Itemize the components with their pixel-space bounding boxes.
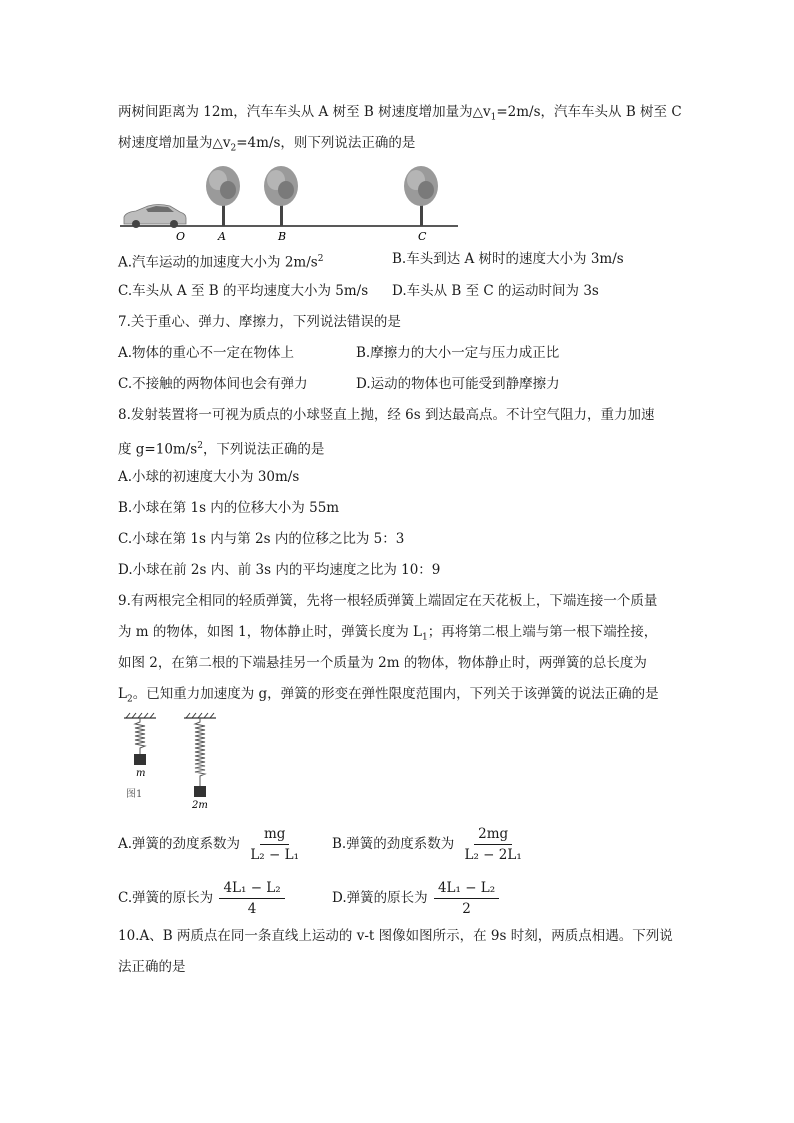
q9-stem-line3: 如图 2，在第二根的下端悬挂另一个质量为 2m 的物体，物体静止时，两弹簧的总长度为: [118, 655, 647, 671]
q8-option-a: A.小球的初速度大小为 30m/s: [118, 469, 300, 485]
q9-stem-text2: 为 m 的物体，如图 1，物体静止时，弹簧长度为 L: [118, 624, 423, 640]
q6-stem-text2b: =4m/s，则下列说法正确的是: [236, 135, 416, 151]
q6-stem-text1: 两树间距离为 12m，汽车车头从 A 树至 B 树速度增加量为△v: [118, 104, 491, 120]
q6-stem-text1b: =2m/s，汽车车头从 B 树至 C: [496, 104, 682, 120]
figure-1-caption: 图1: [126, 789, 143, 800]
q9-option-d-numerator: 4L₁ − L₂: [434, 880, 499, 899]
q6-option-b: B.车头到达 A 树时的速度大小为 3m/s: [392, 251, 624, 267]
q9-stem-line4: [118, 684, 659, 710]
spring-2-icon: [195, 718, 205, 786]
q9-option-a: [118, 826, 303, 863]
q9-option-b-fraction: [461, 826, 526, 863]
q9-stem-text2b: ；再将第二根上端与第一根下端拴接，: [427, 624, 658, 640]
q6-option-a-text: A.汽车运动的加速度大小为 2m/s: [118, 254, 318, 271]
mass-2-label: 2m: [192, 800, 208, 811]
label-b: B: [278, 230, 287, 243]
q7-option-a: A.物体的重心不一定在物体上: [118, 345, 295, 361]
q10-stem-line2: 法正确的是: [118, 959, 186, 975]
tree-c-icon: [404, 166, 438, 226]
q7-option-c: C.不接触的两物体间也会有弹力: [118, 376, 308, 392]
q9-stem-text4: L: [118, 686, 127, 702]
q9-option-b: [332, 826, 526, 863]
q8-option-c: C.小球在第 1s 内与第 2s 内的位移之比为 5：3: [118, 531, 405, 547]
q6-stem-line2: [118, 133, 415, 159]
q6-option-a: [118, 249, 323, 273]
q9-option-a-numerator: mg: [260, 826, 289, 845]
q6-stem-text2: 树速度增加量为△v: [118, 135, 231, 151]
q8-stem-line1: 8.发射装置将一可视为质点的小球竖直上抛，经 6s 到达最高点。不计空气阻力，重力加速: [118, 407, 655, 423]
spring-1-icon: [135, 718, 145, 754]
q10-stem-line1: 10.A、B 两质点在同一条直线上运动的 v-t 图像如图所示，在 9s 时刻，两质点相遇。下列说: [118, 928, 673, 944]
q8-stem-text2: 度 g=10m/s: [118, 441, 198, 458]
mass-1-label: m: [136, 768, 146, 779]
q9-option-a-text: A.弹簧的劲度系数为: [118, 836, 241, 852]
mass-2-block: [194, 786, 206, 797]
tree-b-icon: [264, 166, 298, 226]
q8-sup: 2: [197, 441, 203, 451]
ceiling-1-icon: [124, 713, 156, 718]
q9-option-d-fraction: [434, 880, 499, 917]
q6-sub2: 2: [230, 143, 237, 154]
q9-option-c-denominator: 4: [247, 901, 257, 917]
q6-option-c: C.车头从 A 至 B 的平均速度大小为 5m/s: [118, 283, 369, 299]
mass-1-block: [134, 754, 146, 765]
q9-option-c-numerator: 4L₁ − L₂: [219, 880, 284, 899]
ceiling-2-icon: [184, 713, 216, 718]
label-c: C: [418, 230, 427, 243]
tree-a-icon: [206, 166, 240, 226]
q9-option-d-denominator: 2: [462, 901, 471, 917]
q6-sub1: 1: [490, 112, 497, 123]
q8-option-b: B.小球在第 1s 内的位移大小为 55m: [118, 500, 340, 516]
q9-option-a-denominator: L₂ − L₁: [250, 847, 299, 863]
q7-stem: 7.关于重心、弹力、摩擦力，下列说法错误的是: [118, 314, 401, 330]
q9-option-a-fraction: [246, 826, 303, 863]
q8-option-d: D.小球在前 2s 内、前 3s 内的平均速度之比为 10：9: [118, 562, 441, 578]
q6-option-d: D.车头从 B 至 C 的运动时间为 3s: [392, 283, 599, 299]
q7-option-b: B.摩擦力的大小一定与压力成正比: [356, 345, 560, 361]
q8-stem-line2: [118, 436, 324, 460]
q9-option-b-denominator: L₂ − 2L₁: [464, 847, 522, 863]
q9-sub2: 2: [126, 694, 133, 705]
q9-option-d-text: D.弹簧的原长为: [332, 890, 428, 906]
car-icon: [124, 205, 186, 229]
q9-option-c-fraction: [219, 880, 284, 917]
q9-option-b-numerator: 2mg: [474, 826, 512, 845]
label-a: A: [218, 230, 226, 243]
q9-option-d: [332, 880, 499, 917]
q9-figure-springs: [118, 712, 228, 812]
q9-sub1: 1: [422, 632, 428, 643]
q6-stem-line1: [118, 102, 682, 128]
q6-option-a-sup: 2: [317, 254, 324, 264]
q9-stem-text4b: 。已知重力加速度为 g，弹簧的形变在弹性限度范围内，下列关于该弹簧的说法正确的是: [132, 686, 659, 702]
q9-option-c-text: C.弹簧的原长为: [118, 890, 214, 906]
q8-stem-text2b: ，下列说法正确的是: [202, 441, 325, 458]
q9-stem-line2: [118, 622, 657, 648]
q9-option-b-text: B.弹簧的劲度系数为: [332, 836, 455, 852]
q7-option-d: D.运动的物体也可能受到静摩擦力: [356, 376, 560, 392]
q9-option-c: [118, 880, 285, 917]
q9-stem-line1: 9.有两根完全相同的轻质弹簧，先将一根轻质弹簧上端固定在天花板上，下端连接一个质量: [118, 593, 658, 609]
q6-figure-road-trees: [118, 160, 468, 244]
label-o: O: [176, 230, 186, 243]
